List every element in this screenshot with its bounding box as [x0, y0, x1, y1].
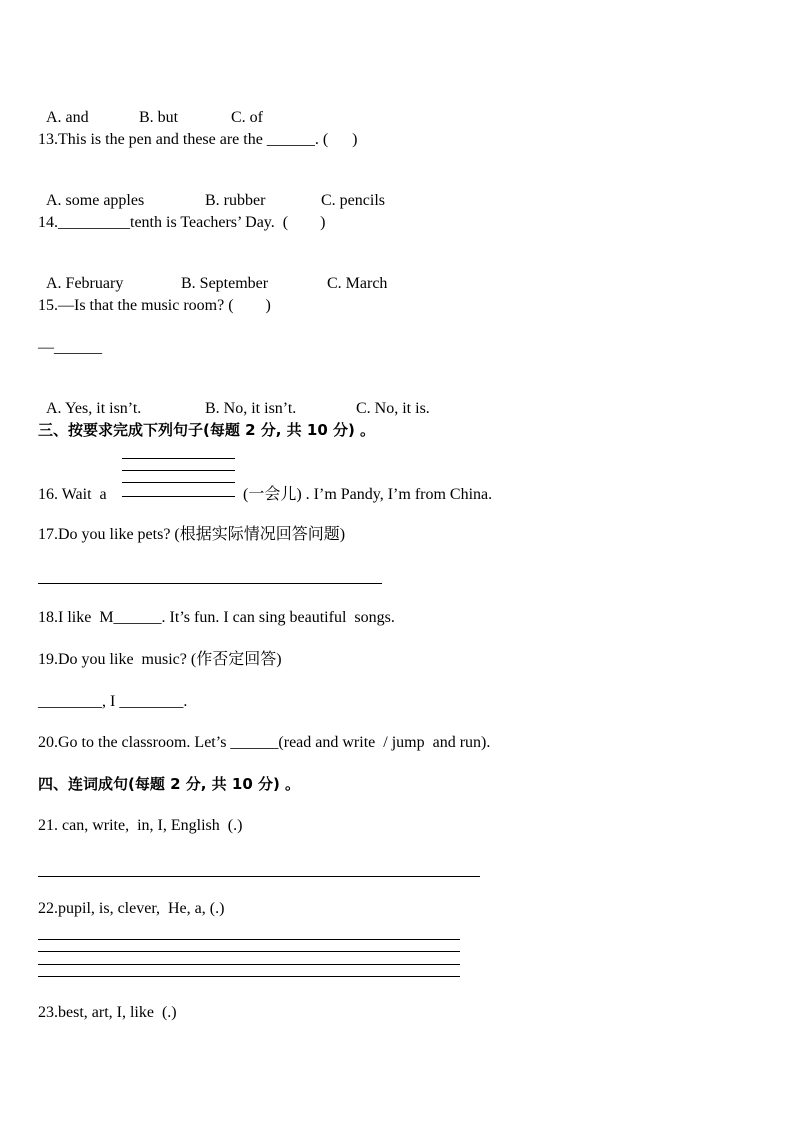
q16-answer-line-4 [122, 496, 235, 497]
q13-option-b: B. rubber [205, 192, 266, 209]
q22-answer-line-3 [38, 964, 460, 965]
q15-option-b: B. No, it isn’t. [205, 400, 297, 417]
q22-answer-line-1 [38, 939, 460, 940]
q15-option-a: A. Yes, it isn’t. [46, 400, 142, 417]
q13-stem: 13.This is the pen and these are the ______. ( ) [38, 131, 358, 148]
q21-answer-line [38, 876, 480, 877]
q16-suffix: (一会儿) . I’m Pandy, I’m from China. [243, 486, 493, 503]
q13-options [38, 171, 385, 211]
q14-option-a: A. February [46, 275, 124, 292]
q19-answer-line: ________, I ________. [38, 693, 188, 710]
section-4-heading: 四、连词成句(每题 2 分, 共 10 分) 。 [38, 775, 301, 793]
q12-option-a: A. and [46, 109, 89, 126]
q14-option-c: C. March [327, 275, 388, 292]
q15-options [38, 379, 430, 419]
q16-answer-line-2 [122, 470, 235, 471]
q13-option-a: A. some apples [46, 192, 145, 209]
q16-answer-line-3 [122, 482, 235, 483]
q19-stem: 19.Do you like music? (作否定回答) [38, 651, 282, 668]
q16-answer-line-1 [122, 458, 235, 459]
section-3-heading: 三、按要求完成下列句子(每题 2 分, 共 10 分) 。 [38, 421, 376, 439]
q14-options [38, 254, 387, 294]
q22-answer-line-4 [38, 976, 460, 977]
q12-options [38, 88, 263, 128]
q14-option-b: B. September [181, 275, 269, 292]
q20-stem: 20.Go to the classroom. Let’s ______(read and write / jump and run). [38, 734, 491, 751]
q15-stem: 15.—Is that the music room? ( ) [38, 297, 271, 314]
q18-stem: 18.I like M______. It’s fun. I can sing beautiful songs. [38, 609, 395, 626]
q17-answer-line [38, 583, 382, 584]
q15-reply: —______ [38, 339, 102, 356]
q15-option-c: C. No, it is. [356, 400, 430, 417]
q23-stem: 23.best, art, I, like (.) [38, 1004, 177, 1021]
q16-prefix: 16. Wait a [38, 486, 107, 503]
q22-answer-line-2 [38, 951, 460, 952]
q13-option-c: C. pencils [321, 192, 385, 209]
q21-stem: 21. can, write, in, I, English (.) [38, 817, 243, 834]
q12-option-c: C. of [231, 109, 263, 126]
q12-option-b: B. but [139, 109, 179, 126]
q22-stem: 22.pupil, is, clever, He, a, (.) [38, 900, 225, 917]
q17-stem: 17.Do you like pets? (根据实际情况回答问题) [38, 526, 346, 543]
q14-stem: 14._________tenth is Teachers’ Day. ( ) [38, 214, 326, 231]
